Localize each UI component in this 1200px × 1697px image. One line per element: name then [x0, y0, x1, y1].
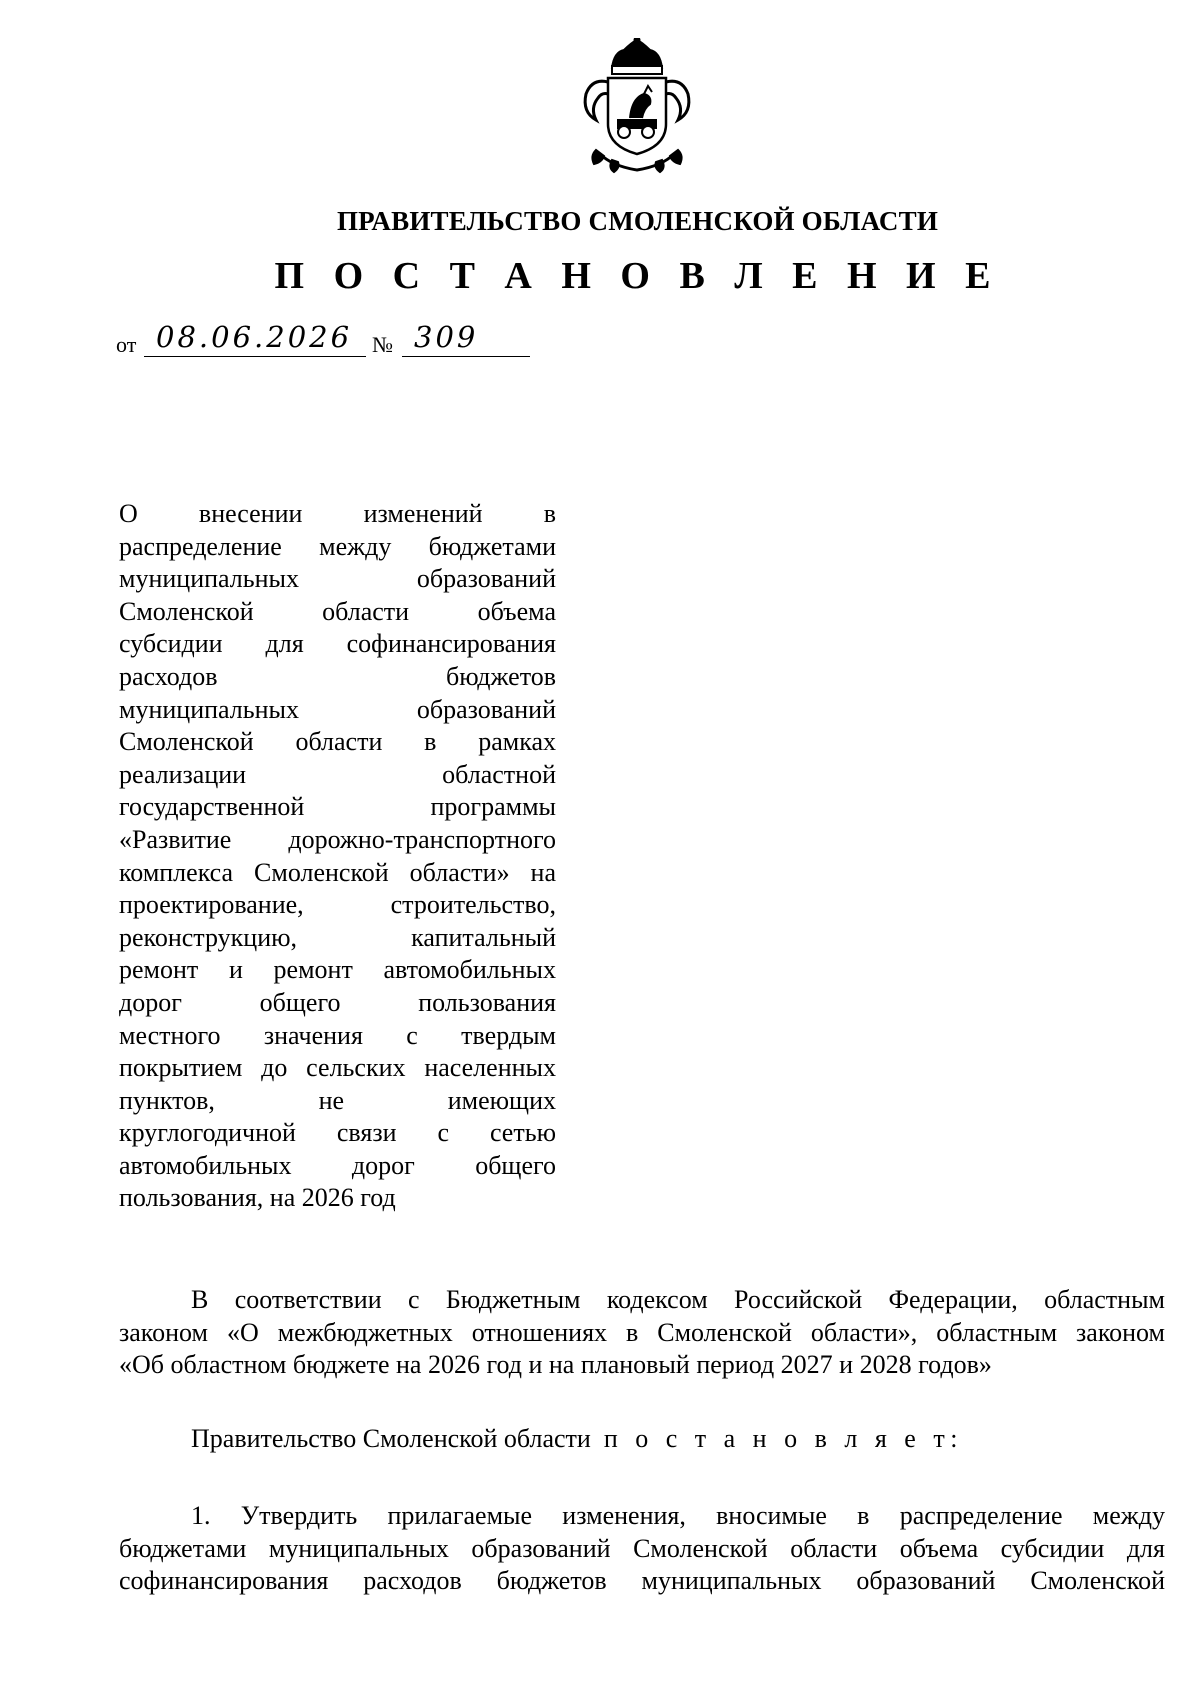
- subject-line: комплекса Смоленской области» на: [119, 857, 556, 887]
- subject-line: покрытием до сельских населенных: [119, 1053, 556, 1083]
- subject-line: О внесении изменений в: [119, 499, 556, 528]
- subject-line: государственной программы: [119, 792, 556, 822]
- from-label: от: [116, 332, 137, 357]
- subject-line: «Развитие дорожно-транспортного: [119, 824, 556, 854]
- subject-line: муниципальных образований: [119, 564, 556, 594]
- document-subject: [119, 498, 556, 1215]
- subject-line: автомобильных дорог общего: [119, 1150, 556, 1180]
- subject-line: дорог общего пользования: [119, 987, 556, 1017]
- paragraph-line: «Об областном бюджете на 2026 год и на плановый период 2027 и 2028 годов»: [119, 1350, 992, 1380]
- resolution-subject: Правительство Смоленской области: [191, 1424, 591, 1453]
- paragraph-line: 1. Утвердить прилагаемые изменения, вносимые в распределение между: [191, 1501, 1165, 1530]
- paragraph-line: софинансирования расходов бюджетов муниципальных образований Смоленской: [119, 1566, 1165, 1596]
- document-number: 309: [414, 320, 479, 354]
- subject-line: реализации областной: [119, 759, 556, 789]
- resolution-verb: п о с т а н о в л я е т:: [603, 1424, 963, 1453]
- subject-line: распределение между бюджетами: [119, 531, 556, 561]
- preamble-paragraph: [119, 1284, 1165, 1382]
- smolensk-coat-of-arms-icon: [572, 38, 702, 174]
- number-label: №: [372, 332, 393, 357]
- subject-line: пунктов, не имеющих: [119, 1085, 556, 1115]
- document-date: 08.06.2026: [156, 320, 353, 354]
- subject-line: реконструкцию, капитальный: [119, 922, 556, 952]
- subject-line: расходов бюджетов: [119, 661, 556, 691]
- subject-line: муниципальных образований: [119, 694, 556, 724]
- paragraph-line: законом «О межбюджетных отношениях в Смоленской области», областным законом: [119, 1317, 1165, 1347]
- item-1-paragraph: [119, 1500, 1165, 1598]
- document-type-title: П О С Т А Н О В Л Е Н И Е: [274, 255, 1001, 297]
- subject-line: местного значения с твердым: [119, 1020, 556, 1050]
- paragraph-line: бюджетами муниципальных образований Смоленской области объема субсидии для: [119, 1533, 1165, 1563]
- subject-line: Смоленской области в рамках: [119, 727, 556, 757]
- subject-line: субсидии для софинансирования: [119, 629, 556, 659]
- subject-line: пользования, на 2026 год: [119, 1183, 396, 1213]
- subject-line: ремонт и ремонт автомобильных: [119, 955, 556, 985]
- government-title: ПРАВИТЕЛЬСТВО СМОЛЕНСКОЙ ОБЛАСТИ: [336, 206, 939, 236]
- resolution-clause: [191, 1424, 963, 1454]
- subject-line: проектирование, строительство,: [119, 890, 556, 920]
- paragraph-line: В соответствии с Бюджетным кодексом Российской Федерации, областным: [191, 1285, 1165, 1314]
- subject-line: круглогодичной связи с сетью: [119, 1118, 556, 1148]
- subject-line: Смоленской области объема: [119, 596, 556, 626]
- date-underline: [144, 356, 366, 357]
- number-underline: [402, 356, 530, 357]
